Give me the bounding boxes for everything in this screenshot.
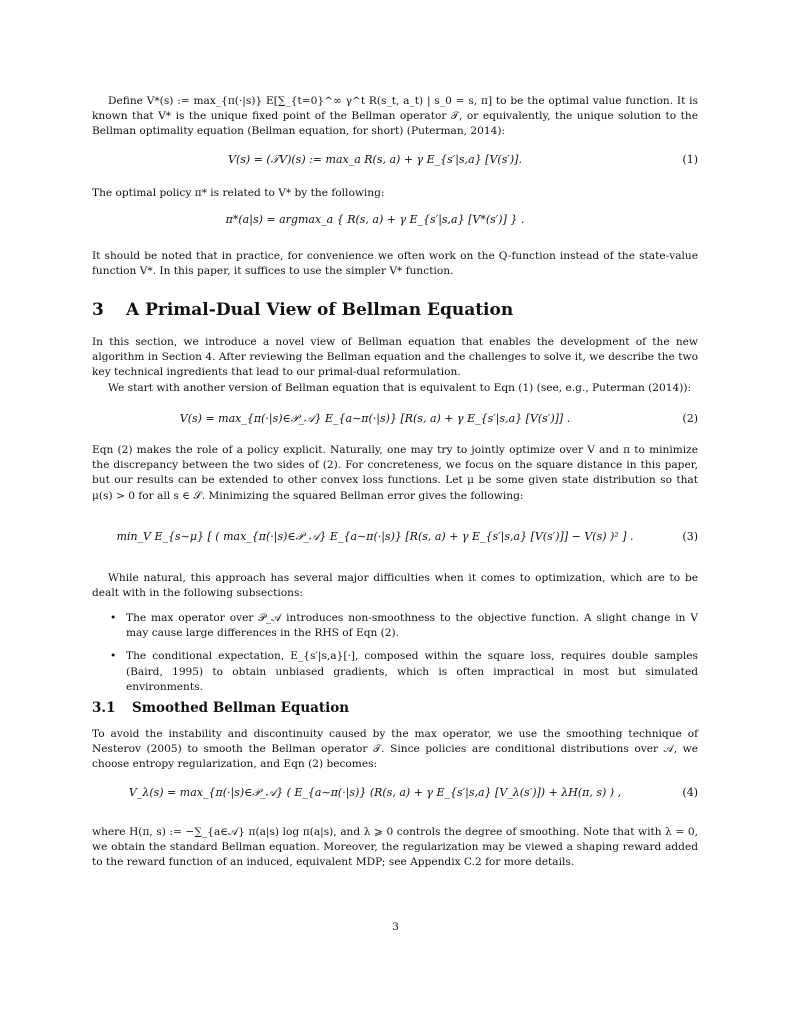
section-3-1-number: 3.1 — [92, 700, 116, 716]
equation-4-number: (4) — [682, 786, 698, 799]
section-3-number: 3 — [92, 300, 104, 320]
section-3-title: A Primal-Dual View of Bellman Equation — [126, 300, 514, 320]
section-3-paragraph-1: In this section, we introduce a novel view of Bellman equation that enables the development of the new algorithm in Section 4. After reviewing the Bellman equation and the challenges to solve it, we describe the two key technical ingredients that lead to our primal-dual reformulation. — [92, 336, 698, 379]
section-3-1-title: Smoothed Bellman Equation — [132, 700, 350, 716]
equation-2-number: (2) — [682, 412, 698, 425]
section-3-paragraph-4: While natural, this approach has several major difficulties when it comes to optimization, which are to be dealt with in the following subsections: — [92, 572, 698, 600]
section-3-1-paragraph-1: To avoid the instability and discontinuity caused by the max operator, we use the smoothing technique of Nesterov (2005) to smooth the Bellman operator 𝒯. Since policies are conditional distributions over 𝒜, we choose entropy regularization, and Eqn (2) becomes: — [92, 728, 698, 771]
intro-paragraph-1: Define V*(s) := max_{π(·|s)} E[∑_{t=0}^∞ γ^t R(s_t, a_t) | s_0 = s, π] to be the optimal value function. It is known that V* is the unique fixed point of the Bellman operator 𝒯, or equivalently, the unique solution to the Bellman optimality equation (Bellman equation, for short) (Puterman, 2014): — [92, 95, 698, 138]
section-3-1-heading — [92, 700, 349, 716]
equation-policy — [92, 213, 698, 237]
difficulty-item-1 — [110, 611, 698, 641]
difficulties-list — [110, 611, 698, 703]
equation-3 — [92, 530, 698, 554]
bullet-dot: • — [110, 612, 117, 624]
intro-paragraph-2: The optimal policy π* is related to V* by the following: — [92, 187, 385, 199]
section-3-1-paragraph-2: where H(π, s) := −∑_{a∈𝒜} π(a|s) log π(a|s), and λ ⩾ 0 controls the degree of smoothing. Note that with λ = 0, we obtain the standard Bellman equation. Moreover, the regularization may be viewed a shaping reward added to the reward function of an induced, equivalent MDP; see Appendix C.2 for more details. — [92, 826, 698, 869]
page-number: 3 — [392, 921, 399, 933]
equation-2-body: V(s) = max_{π(·|s)∈𝒫_𝒜} E_{a∼π(·|s)} [R(s, a) + γ E_{s′|s,a} [V(s′)]] . — [179, 412, 571, 425]
difficulty-item-2 — [110, 649, 698, 695]
equation-2 — [92, 412, 698, 436]
section-3-paragraph-3: Eqn (2) makes the role of a policy explicit. Naturally, one may try to jointly optimize over V and π to minimize the discrepancy between the two sides of (2). For concreteness, we focus on the square distance in this paper, but our results can be extended to other convex loss functions. Let μ be some given state distribution so that μ(s) > 0 for all s ∈ 𝒮. Minimizing the squared Bellman error gives the following: — [92, 444, 698, 502]
difficulty-item-2-text: The conditional expectation, E_{s′|s,a}[·], composed within the square loss, requires double samples (Baird, 1995) to obtain unbiased gradients, which is often impractical in most but simulated environments. — [126, 650, 698, 693]
equation-3-body: min_V E_{s∼μ} [ ( max_{π(·|s)∈𝒫_𝒜} E_{a∼π(·|s)} [R(s, a) + γ E_{s′|s,a} [V(s′)]] − V(s) )² ] . — [116, 530, 634, 543]
equation-policy-body: π*(a|s) = argmax_a { R(s, a) + γ E_{s′|s,a} [V*(s′)] } . — [225, 213, 525, 226]
section-3-heading — [92, 300, 513, 320]
equation-4-body: V_λ(s) = max_{π(·|s)∈𝒫_𝒜} ( E_{a∼π(·|s)} (R(s, a) + γ E_{s′|s,a} [V_λ(s′)]) + λH(π, s) ) , — [128, 786, 622, 799]
equation-3-number: (3) — [682, 530, 698, 543]
equation-4 — [92, 786, 698, 810]
intro-paragraph-3: It should be noted that in practice, for convenience we often work on the Q-function instead of the state-value function V*. In this paper, it suffices to use the simpler V* function. — [92, 250, 698, 278]
equation-1-number: (1) — [682, 153, 698, 166]
equation-1-body: V(s) = (𝒯V)(s) := max_a R(s, a) + γ E_{s′|s,a} [V(s′)]. — [228, 153, 522, 166]
section-3-paragraph-2: We start with another version of Bellman equation that is equivalent to Eqn (1) (see, e.g., Puterman (2014)): — [108, 382, 692, 394]
bullet-dot: • — [110, 650, 117, 663]
equation-1 — [92, 153, 698, 177]
difficulty-item-1-text: The max operator over 𝒫_𝒜 introduces non-smoothness to the objective function. A slight change in V may cause large differences in the RHS of Eqn (2). — [126, 612, 698, 640]
